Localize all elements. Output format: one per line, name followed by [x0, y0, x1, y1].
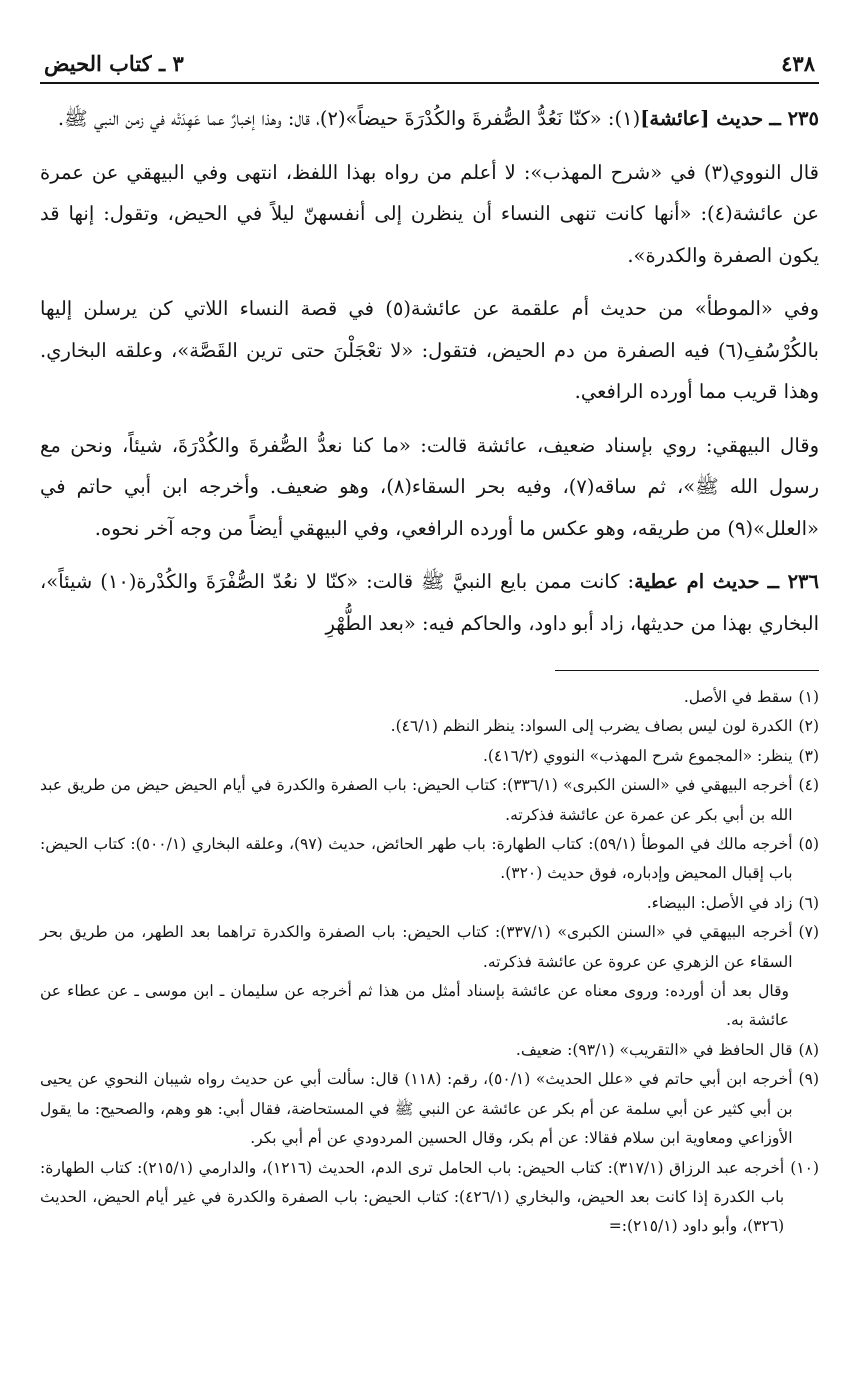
footnote-number: (١) [798, 688, 819, 706]
hadith-title: حديث [عائشة] [640, 107, 764, 130]
page-number: ٤٣٨ [781, 51, 815, 76]
footnote-item [40, 1036, 819, 1065]
hadith-236-paragraph [40, 561, 819, 644]
footnote-item [40, 742, 819, 771]
hadith-number: ٢٣٦ ــ [767, 570, 819, 593]
footnote-number: (٢) [798, 717, 819, 736]
footnote-item [40, 683, 819, 712]
footnote-number: (٣) [798, 746, 819, 765]
footnote-separator [555, 670, 819, 671]
footnote-text: أخرجه ابن أبي حاتم في «علل الحديث» (٥٠/١)، رقم: (١١٨) قال: سألت أبي عن حديث رواه شيبان النحوي عن يحيى بن أبي كثير عن أبي سلمة عن أم بكر عن عائشة عن النبي ﷺ في المستحاضة، فقال أبي: هو وهم، والصحيح: ما يقول الأوزاعي ومعاوية ابن سلام فقالا: عن أم بكر، وقال الحسين المردودي عن أم أبي بكر. [40, 1070, 793, 1148]
page-header [40, 44, 819, 84]
main-text [40, 98, 819, 644]
footnote-text: سقط في الأصل. [683, 688, 793, 706]
hadith-title: حديث ام عطية [634, 570, 760, 593]
footnote-text: أخرجه البيهقي في «السنن الكبرى» (٣٣٦/١): كتاب الحيض: باب الصفرة والكدرة في أيام الحيض حيض من طريق عبد الله بن أبي بكر عن عمرة عن عائشة فذكرته. [40, 776, 793, 824]
footnote-text: أخرجه مالك في الموطأ (٥٩/١): كتاب الطهارة: باب طهر الحائض، حديث (٩٧)، وعلقه البخاري (٥٠٠/١): كتاب الحيض: باب إقبال المحيض وإدباره، فوق حديث (٣٢٠). [40, 835, 793, 883]
footnote-item [40, 1154, 819, 1242]
footnote-number: (٦) [798, 893, 819, 912]
paragraph-bayhaqi: وقال البيهقي: روي بإسناد ضعيف، عائشة قالت: «ما كنا نعدُّ الصُّفرةَ والكُدْرَةَ، شيئاً، ونحن مع رسول الله ﷺ»، ثم ساقه(٧)، وفيه بحر السقاء(٨)، وهو ضعيف. وأخرجه ابن أبي حاتم في «العلل»(٩) من طريقه، وهو عكس ما أورده الرافعي، وفي البيهقي أيضاً من وجه آخر نحوه. [40, 433, 820, 540]
footnote-text: الكدرة لون ليس بصاف يضرب إلى السواد: ينظر النظم (٤٦/١). [390, 717, 793, 736]
footnote-text: زاد في الأصل: البيضاء. [646, 893, 793, 912]
footnote-item: وقال بعد أن أورده: وروى معناه عن عائشة بإسناد أمثل من هذا ثم أخرجه عن سليمان ـ ابن موسى ـ عن عطاء عن عائشة به. [40, 982, 789, 1030]
footnote-number: (٤) [798, 776, 819, 795]
footnote-text: ينظر: «المجموع شرح المهذب» النووي (٤١٦/٢). [482, 746, 793, 765]
footnote-item [40, 712, 819, 741]
hadith-number: ٢٣٥ ــ [769, 107, 819, 130]
footnote-text: أخرجه البيهقي في «السنن الكبرى» (٣٣٧/١): كتاب الحيض: باب الصفرة والكدرة تراهما بعد الطهر، من طريق بحر السقاء عن الزهري عن عروة عن عائشة فذكرته. [40, 923, 793, 971]
hadith-235-paragraph [40, 98, 819, 140]
footnote-item [40, 918, 819, 977]
footnotes [40, 683, 819, 1242]
footnote-item [40, 830, 819, 889]
footnote-number: (٥) [798, 835, 819, 854]
footnote-number: (١٠) [790, 1158, 819, 1177]
paragraph-muwatta: وفي «الموطأ» من حديث أم علقمة عن عائشة(٥) في قصة النساء اللاتي كن يرسلن إليها بالكُرْسُفِ(٦) فيه الصفرة من دم الحيض، فتقول: «لا تعْجَلْنَ حتى ترين القَصَّة»، وعلقه البخاري. وهذا قريب مما أورده الرافعي. [40, 297, 819, 403]
footnote-text: أخرجه عبد الرزاق (٣١٧/١): كتاب الحيض: باب الحامل ترى الدم، الحديث (١٢١٦)، والدارمي (٢١٥/١): كتاب الطهارة: باب الكدرة إذا كانت بعد الحيض، والبخاري (٤٢٦/١): كتاب الحيض: باب الصفرة والكدرة في غير أيام الحيض، الحديث (٣٢٦)، وأبو داود (٢١٥/١):= [40, 1158, 785, 1236]
chapter-title: ٣ ـ كتاب الحيض [44, 51, 184, 76]
paragraph-nawawi: قال النووي(٣) في «شرح المهذب»: لا أعلم من رواه بهذا اللفظ، انتهى وفي البيهقي عن عمرة عن عائشة(٤): «أنها كانت تنهى النساء أن ينظرن إلى أنفسهنّ ليلاً في الحيض، وتقول: إنها قد يكون الصفرة والكدرة». [40, 160, 820, 267]
hadith-text: : كانت ممن بايع النبيَّ ﷺ قالت: «كنّا لا نعُدّ الصُّفْرَةَ والكُدْرة(١٠) شيئاً»، البخاري بهذا من حديثها، زاد أبو داود، والحاكم فيه: «بعد الطُّهْرِ [40, 570, 819, 635]
footnote-text: قال الحافظ في «التقريب» (٩٣/١): ضعيف. [515, 1040, 793, 1059]
footnote-item [40, 889, 819, 918]
footnote-number: (٧) [798, 923, 819, 942]
footnote-number: (٩) [798, 1070, 819, 1089]
footnote-item [40, 1065, 819, 1153]
footnote-number: (٨) [798, 1040, 819, 1059]
hadith-text: (١): «كنّا نَعُدُّ الصُّفرةَ والكُدْرَةَ حيضاً»(٢)، قال: وهذا إخبارٌ عما عَهِدَتْه في زمن النبي ﷺ. [57, 107, 641, 130]
footnote-item [40, 771, 819, 830]
